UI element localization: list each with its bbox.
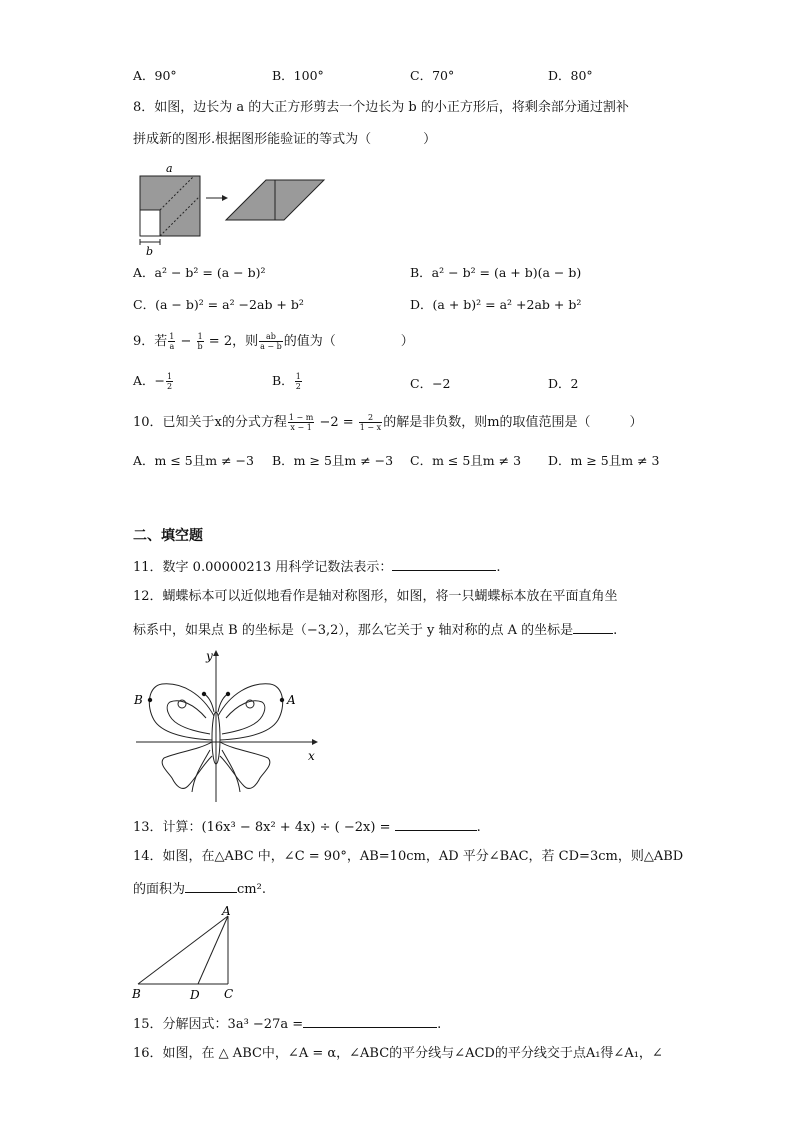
q10-option-c: C．m ≤ 5且m ≠ 3 [410, 453, 522, 468]
q9-option-b: B． $\frac{1}{2}$ [272, 372, 301, 391]
q14-triangle-figure [130, 902, 250, 1007]
q10-option-d: D．m ≥ 5且m ≠ 3 [548, 453, 660, 468]
q12-butterfly-figure [132, 646, 332, 806]
q9-option-a: A．− $\frac{1}{2}$ [133, 372, 173, 391]
q7-option-b: B．100° [272, 68, 324, 83]
section-title-fill-in: 二、填空题 [133, 528, 203, 544]
q15-answer-blank[interactable] [303, 1015, 437, 1028]
q10-option-b: B．m ≥ 5且m ≠ −3 [272, 453, 394, 468]
q9-question: 9．若 $\frac{1}{a}$ − $\frac{1}{b}$ = 2，则 $\frac{ab}{a - b}$ 的值为（ ） [133, 332, 414, 351]
q7-option-a: A．90° [133, 68, 177, 83]
q14-question-line2: 的面积为 cm². [133, 882, 266, 897]
q11-question: 11．数字 0.00000213 用科学记数法表示： . [133, 560, 501, 575]
q9-option-d: D．2 [548, 376, 579, 391]
q14-question-line1: 14．如图，在△ABC 中，∠C = 90°，AB=10cm，AD 平分∠BAC，若 CD=3cm，则△ABD [133, 849, 684, 864]
q8-label-b: b [146, 245, 154, 258]
q12-question-line1: 12．蝴蝶标本可以近似地看作是轴对称图形，如图，将一只蝴蝶标本放在平面直角坐 [133, 589, 618, 604]
q8-question-line1: 8．如图，边长为 a 的大正方形剪去一个边长为 b 的小正方形后，将剩余部分通过割补 [133, 100, 629, 115]
q12-question-line2: 标系中，如果点 B 的坐标是（−3,2），那么它关于 y 轴对称的点 A 的坐标是 . [133, 623, 618, 638]
q12-answer-blank[interactable] [573, 621, 613, 634]
q14-vertex-c-label: C [224, 987, 234, 1001]
q13-question: 13．计算：(16x³ − 8x² + 4x) ÷ ( −2x) = . [133, 820, 481, 835]
q11-answer-blank[interactable] [392, 558, 496, 571]
q10-question: 10．已知关于x的分式方程 $\frac{1 - m}{x - 1}$ −2 = $\frac{2}{1 - x}$ 的解是非负数，则m的取值范围是（ ） [133, 413, 643, 432]
q12-axis-y-label: y [206, 649, 213, 663]
q8-option-b: B．a² − b² = (a + b)(a − b) [410, 265, 582, 280]
q8-question-line2: 拼成新的图形.根据图形能验证的等式为（ ） [133, 132, 437, 147]
q12-point-b-label: B [134, 693, 143, 707]
q8-option-d: D．(a + b)² = a² +2ab + b² [410, 297, 582, 312]
q8-label-a: a [166, 162, 173, 175]
q8-option-c: C．(a − b)² = a² −2ab + b² [133, 297, 304, 312]
q7-option-c: C．70° [410, 68, 455, 83]
q14-point-d-label: D [190, 988, 200, 1002]
q15-question: 15．分解因式：3a³ −27a = . [133, 1017, 442, 1032]
q7-option-d: D．80° [548, 68, 593, 83]
q16-question: 16．如图，在 △ ABC中，∠A = α，∠ABC的平分线与∠ACD的平分线交于点A₁得∠A₁，∠ [133, 1046, 663, 1061]
q14-vertex-a-label: A [222, 904, 231, 918]
q13-answer-blank[interactable] [395, 818, 477, 831]
q9-option-c: C．−2 [410, 376, 451, 391]
q12-axis-x-label: x [308, 749, 315, 763]
q12-point-a-label: A [287, 693, 296, 707]
q8-option-a: A．a² − b² = (a − b)² [133, 265, 266, 280]
q10-option-a: A．m ≤ 5且m ≠ −3 [133, 453, 254, 468]
q14-vertex-b-label: B [132, 987, 141, 1001]
q14-answer-blank[interactable] [185, 880, 237, 893]
q8-square-figure [134, 160, 364, 260]
